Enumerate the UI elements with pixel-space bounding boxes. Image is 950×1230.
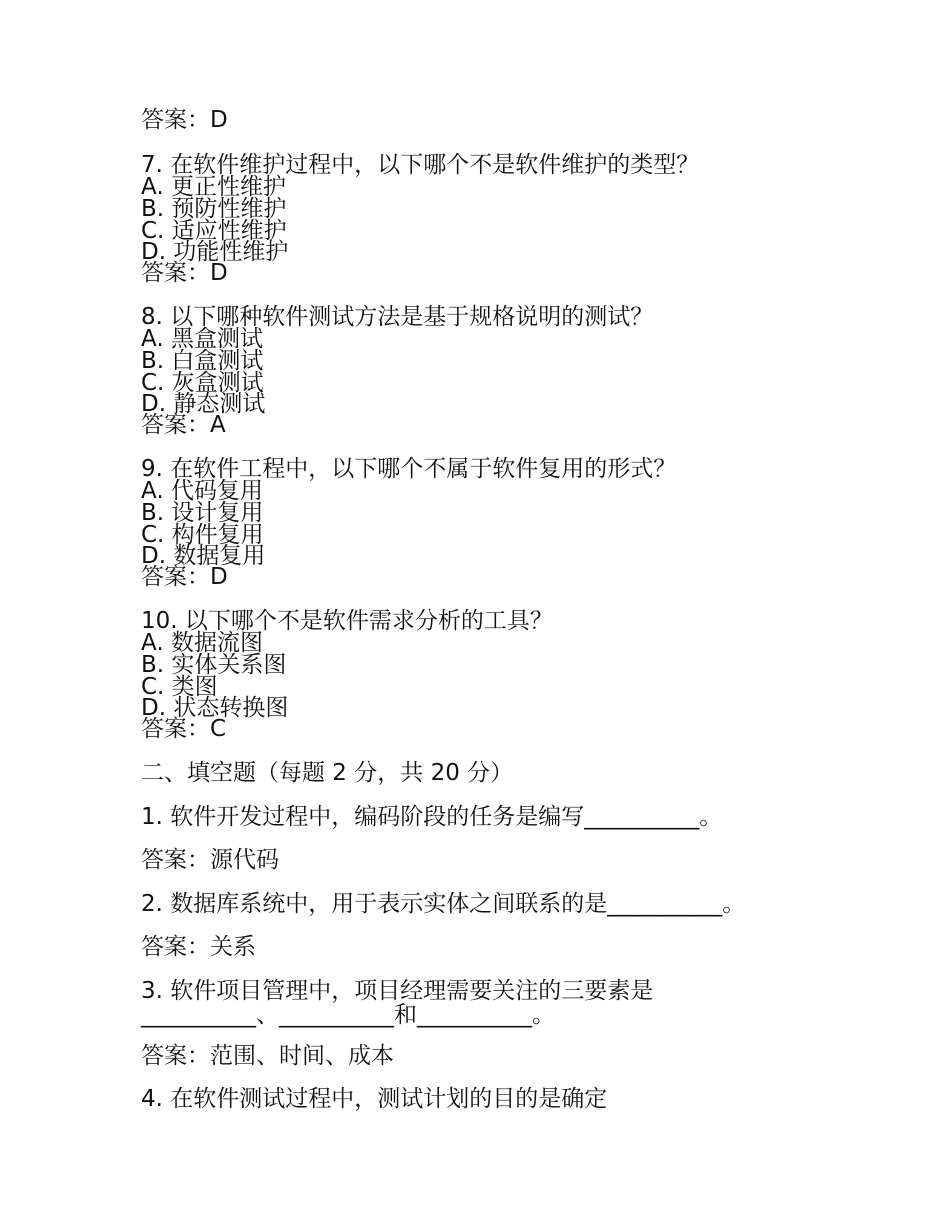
- q8-option-d: D. 静态测试: [141, 391, 266, 417]
- q9-option-d: D. 数据复用: [141, 543, 266, 569]
- q10-option-d: D. 状态转换图: [141, 695, 289, 721]
- fill-question-1: 1. 软件开发过程中，编码阶段的任务是编写__________。: [141, 804, 723, 830]
- question-7: 7. 在软件维护过程中，以下哪个不是软件维护的类型？: [141, 152, 700, 178]
- q10-option-c: C. 类图: [141, 674, 218, 700]
- q7-option-d: D. 功能性维护: [141, 239, 289, 265]
- fill-question-3-line-1: 3. 软件项目管理中，项目经理需要关注的三要素是: [141, 978, 654, 1004]
- q10-option-a: A. 数据流图: [141, 630, 263, 656]
- question-8: 8. 以下哪种软件测试方法是基于规格说明的测试？: [141, 304, 654, 330]
- q9-option-c: C. 构件复用: [141, 522, 264, 548]
- answer-q7: 答案：D: [141, 260, 228, 286]
- fill-answer-1: 答案：源代码: [141, 847, 279, 873]
- q10-option-b: B. 实体关系图: [141, 652, 287, 678]
- q7-option-c: C. 适应性维护: [141, 218, 287, 244]
- answer-q8: 答案：A: [141, 412, 226, 438]
- answer-q6: 答案：D: [141, 107, 228, 133]
- fill-question-4: 4. 在软件测试过程中，测试计划的目的是确定: [141, 1086, 608, 1112]
- answer-q10: 答案：C: [141, 716, 227, 742]
- fill-question-2: 2. 数据库系统中，用于表示实体之间联系的是__________。: [141, 891, 746, 917]
- answer-q9: 答案：D: [141, 564, 228, 590]
- question-9: 9. 在软件工程中，以下哪个不属于软件复用的形式？: [141, 456, 677, 482]
- q8-option-c: C. 灰盒测试: [141, 370, 264, 396]
- fill-answer-3: 答案：范围、时间、成本: [141, 1043, 394, 1069]
- fill-answer-2: 答案：关系: [141, 934, 256, 960]
- q9-option-a: A. 代码复用: [141, 478, 263, 504]
- fill-question-3-line-2: __________、__________和__________。: [141, 1002, 555, 1028]
- q8-option-a: A. 黑盒测试: [141, 326, 263, 352]
- question-10: 10. 以下哪个不是软件需求分析的工具？: [141, 608, 553, 634]
- q7-option-b: B. 预防性维护: [141, 196, 287, 222]
- q9-option-b: B. 设计复用: [141, 500, 264, 526]
- q7-option-a: A. 更正性维护: [141, 174, 286, 200]
- q8-option-b: B. 白盒测试: [141, 348, 264, 374]
- section-heading-fill-in: 二、填空题（每题 2 分，共 20 分）: [141, 760, 514, 786]
